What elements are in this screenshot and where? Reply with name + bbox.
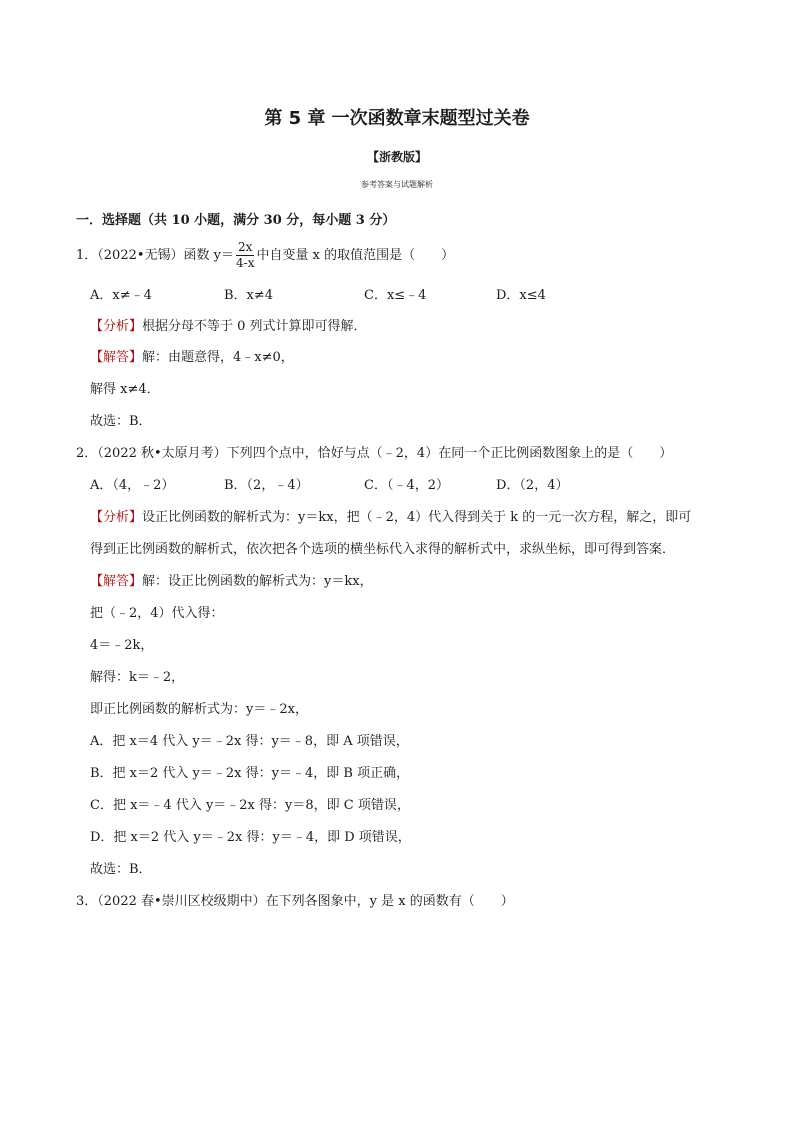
q2-answer-line-5: A．把 x＝4 代入 y＝﹣2x 得：y＝﹣8，即 A 项错误， xyxy=(90,734,409,749)
q1-option-a: A．x≠﹣4 xyxy=(90,288,152,303)
q2-answer-line-8: D．把 x＝2 代入 y＝﹣2x 得：y＝﹣4，即 D 项错误， xyxy=(90,830,411,845)
q2-answer-line-9: 故选：B． xyxy=(90,862,152,877)
q1-fraction xyxy=(236,240,254,271)
q1-analysis xyxy=(90,315,367,334)
q2-option-a: A．（4，﹣2） xyxy=(90,478,175,493)
q2-answer xyxy=(90,570,373,589)
section-heading: 一．选择题（共 10 小题，满分 30 分，每小题 3 分） xyxy=(76,213,396,228)
q1-answer-line-3: 故选：B． xyxy=(90,414,152,429)
q2-answer-tag: 【解答】 xyxy=(90,574,143,589)
q2-answer-line-1: 把（﹣2，4）代入得： xyxy=(90,606,224,621)
q2-answer-line-7: C．把 x＝﹣4 代入 y＝﹣2x 得：y＝8，即 C 项错误， xyxy=(90,798,410,813)
q2-answer-line-4: 即正比例函数的解析式为：y＝﹣2x， xyxy=(90,702,308,717)
q2-answer-line-6: B．把 x＝2 代入 y＝﹣2x 得：y＝﹣4，即 B 项正确， xyxy=(90,766,410,781)
q1-option-b: B．x≠4 xyxy=(224,288,274,303)
q1-suffix: 中自变量 x 的取值范围是（ ） xyxy=(256,248,455,263)
q2-answer-first: 解：设正比例函数的解析式为：y＝kx， xyxy=(142,574,373,589)
q2-option-b: B．（2，﹣4） xyxy=(224,478,309,493)
q1-prefix: 1．（2022•无锡）函数 y＝ xyxy=(76,248,234,263)
q1-answer-line-2: 解得 x≠4． xyxy=(90,382,160,397)
q1-answer-line-1: 解：由题意得，4﹣x≠0， xyxy=(142,350,294,365)
q2-analysis xyxy=(90,506,691,525)
q2-answer-line-3: 解得：k＝﹣2， xyxy=(90,670,185,685)
question-2-stem: 2．（2022 秋•太原月考）下列四个点中，恰好与点（﹣2，4）在同一个正比例函数图象上的是（ ） xyxy=(76,446,673,461)
q1-denominator: 4-x xyxy=(236,256,255,270)
q1-analysis-tag: 【分析】 xyxy=(90,319,143,334)
page-title: 第 5 章 一次函数章末题型过关卷 xyxy=(264,108,530,129)
q1-answer-tag: 【解答】 xyxy=(90,350,143,365)
q1-option-d: D．x≤4 xyxy=(496,288,546,303)
question-3-stem: 3．（2022 春•崇川区校级期中）在下列各图象中，y 是 x 的函数有（ ） xyxy=(76,894,514,909)
q2-analysis-text: 设正比例函数的解析式为：y＝kx，把（﹣2，4）代入得到关于 k 的一元一次方程，解之，即可 xyxy=(142,510,692,525)
q1-analysis-text: 根据分母不等于 0 列式计算即可得解． xyxy=(142,319,367,334)
q1-answer xyxy=(90,346,294,365)
question-1-stem xyxy=(76,240,454,271)
q2-analysis-line-2: 得到正比例函数的解析式，依次把各个选项的横坐标代入求得的解析式中，求纵坐标，即可得到答案． xyxy=(90,542,676,557)
q2-answer-line-2: 4＝﹣2k， xyxy=(90,638,154,653)
q2-option-d: D．（2，4） xyxy=(496,478,569,493)
q1-option-c: C．x≤﹣4 xyxy=(364,288,427,303)
q1-numerator: 2x xyxy=(238,240,253,254)
subheading: 参考答案与试题解析 xyxy=(361,180,433,189)
q2-option-c: C．（﹣4，2） xyxy=(364,478,449,493)
edition-label: 【浙教版】 xyxy=(366,150,427,164)
q2-analysis-tag: 【分析】 xyxy=(90,510,143,525)
